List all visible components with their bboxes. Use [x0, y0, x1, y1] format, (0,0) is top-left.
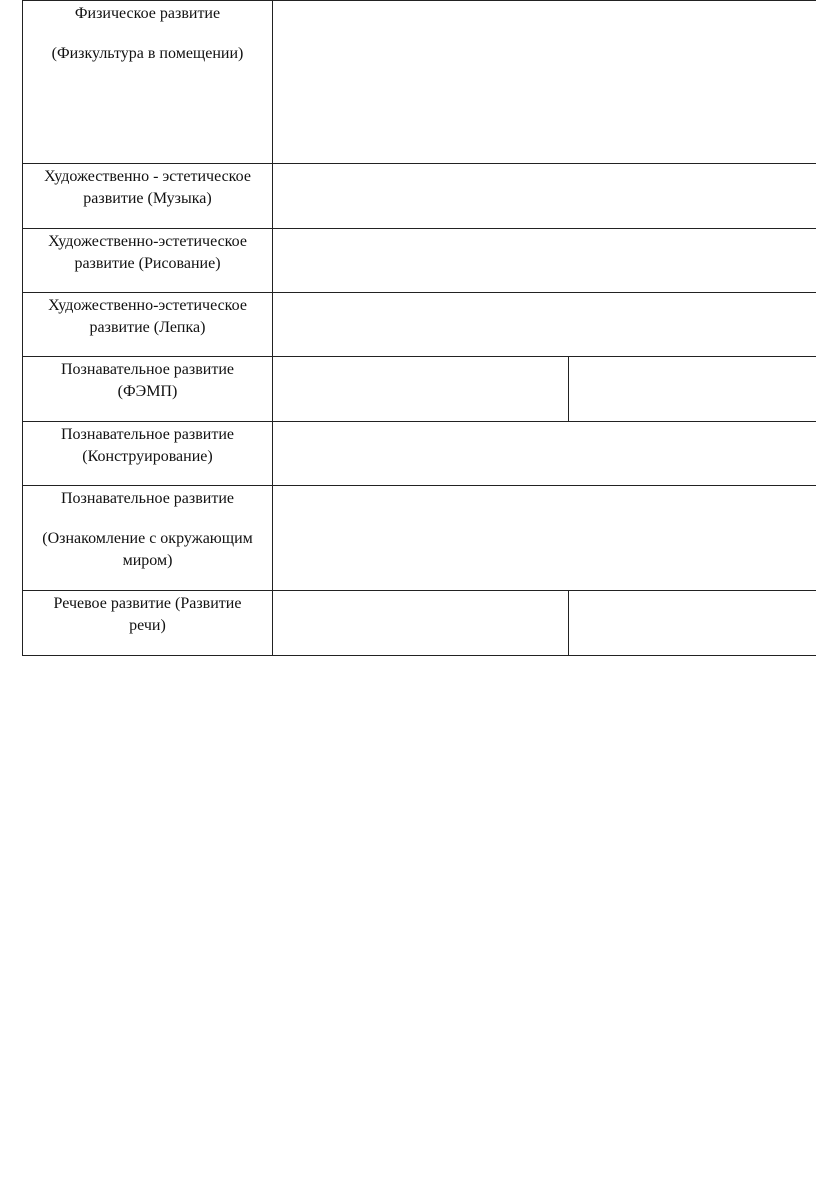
schedule-table: [22, 0, 816, 656]
table-row: [23, 485, 816, 590]
row-label-line: Познавательное развитие: [61, 361, 234, 378]
empty-cell: [273, 486, 816, 590]
row-label-line: Художественно-эстетическое: [48, 297, 247, 314]
row-label-line: (ФЭМП): [117, 383, 178, 400]
row-label-line: (Ознакомление с окружающим: [42, 530, 253, 547]
row-label-line: речи): [129, 617, 166, 634]
empty-cell: [273, 229, 816, 292]
table-row: [23, 0, 816, 163]
row-label: [23, 422, 273, 485]
row-label-line: Познавательное развитие: [61, 426, 234, 443]
table-row: [23, 421, 816, 485]
empty-cell: [569, 591, 816, 655]
row-label: [23, 486, 273, 590]
row-label: [23, 164, 273, 228]
row-label: [23, 293, 273, 356]
row-label-line: развитие (Рисование): [74, 255, 221, 272]
row-label-line: (Конструирование): [82, 448, 213, 465]
row-label-line: Речевое развитие (Развитие: [53, 595, 242, 612]
table-row: [23, 292, 816, 356]
empty-cell: [569, 357, 816, 421]
row-label: [23, 591, 273, 655]
empty-cell: [273, 591, 569, 655]
empty-cell: [273, 1, 816, 163]
row-label-line: Познавательное развитие: [61, 490, 234, 507]
row-label: [23, 1, 273, 163]
empty-cell: [273, 164, 816, 228]
row-label-line: Художественно-эстетическое: [48, 233, 247, 250]
empty-cell: [273, 293, 816, 356]
row-label-line: (Физкультура в помещении): [51, 45, 244, 62]
table-row: [23, 590, 816, 655]
row-label-line: Физическое развитие: [74, 5, 221, 22]
empty-cell: [273, 422, 816, 485]
table-row: [23, 228, 816, 292]
row-label-line: развитие (Музыка): [83, 190, 212, 207]
row-label: [23, 229, 273, 292]
empty-cell: [273, 357, 569, 421]
table-row: [23, 163, 816, 228]
table-row: [23, 356, 816, 421]
row-label-line: миром): [122, 552, 173, 569]
row-label: [23, 357, 273, 421]
row-label-line: Художественно - эстетическое: [44, 168, 251, 185]
row-label-line: развитие (Лепка): [89, 319, 206, 336]
